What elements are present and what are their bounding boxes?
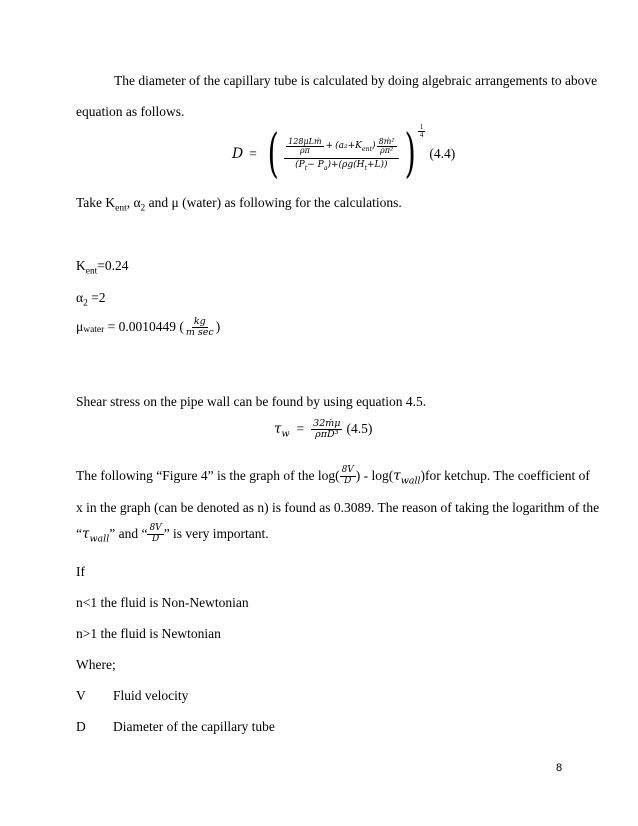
take-sub: ent bbox=[115, 203, 127, 214]
fig-l1-frac bbox=[340, 466, 356, 486]
fig-l3-frac bbox=[147, 524, 163, 544]
eq45-tau: τ bbox=[274, 421, 282, 438]
eq44-label: (4.4) bbox=[429, 146, 456, 161]
newtonian-line: n>1 the fluid is Newtonian bbox=[76, 626, 221, 641]
eq44-den-sub2: a bbox=[323, 164, 328, 172]
page-number: 8 bbox=[556, 762, 563, 774]
take-rest-b: and μ (water) as following for the calculations. bbox=[145, 195, 402, 210]
figure-line-3 bbox=[76, 521, 269, 547]
figure-line-1 bbox=[76, 463, 590, 489]
definition-meaning: Diameter of the capillary tube bbox=[113, 719, 275, 734]
take-sub2: 2 bbox=[140, 203, 146, 214]
fig-l1-frac-num: 8V bbox=[341, 465, 354, 476]
eq44-left-paren: ( bbox=[267, 124, 279, 184]
kent-prefix: K bbox=[76, 258, 86, 273]
eq44-term-a-den: ρπ bbox=[299, 146, 310, 156]
intro-line-2: equation as follows. bbox=[76, 104, 185, 119]
figure-line-2: x in the graph (can be denoted as n) is found as 0.3089. The reason of taking the logarithm of the bbox=[76, 500, 600, 515]
alpha-sub: 2 bbox=[83, 298, 88, 309]
eq44-lhs: D bbox=[232, 146, 244, 162]
fig-l3-c: ” is very important. bbox=[163, 526, 269, 541]
fig-l1-frac-den: D bbox=[344, 475, 352, 486]
fig-l1-c: )for ketchup. The coefficient of bbox=[420, 468, 590, 483]
eq44-exponent bbox=[418, 124, 426, 140]
eq45-fraction bbox=[311, 419, 342, 440]
fig-l3-tau-wrap bbox=[82, 526, 110, 545]
eq44-paren-term-sub: ent bbox=[361, 145, 373, 153]
eq44-paren-term bbox=[335, 142, 376, 151]
eq44-equals: = bbox=[249, 146, 257, 161]
fig-l1-b: ) - log( bbox=[355, 468, 394, 483]
eq44-term-b bbox=[377, 138, 397, 156]
eq44-den-sub3: t bbox=[364, 164, 367, 172]
fig-l3-tau: τ bbox=[82, 526, 90, 542]
intro-line-1: The diameter of the capillary tube is calculated by doing algebraic arrangements to above bbox=[114, 73, 598, 88]
fig-l3-frac-den: D bbox=[151, 533, 160, 544]
alpha-prefix: α bbox=[76, 290, 84, 305]
mu-line bbox=[76, 317, 220, 338]
fig-l3-frac-num: 8V bbox=[149, 523, 162, 534]
fig-l1-tau-wrap bbox=[393, 468, 421, 487]
eq45-lhs bbox=[274, 421, 290, 441]
shear-paragraph: Shear stress on the pipe wall can be found by using equation 4.5. bbox=[76, 394, 427, 409]
fig-l1-tau: τ bbox=[393, 468, 401, 484]
eq44-den-rest: )+(ρg(H bbox=[327, 159, 365, 170]
eq45-equals: = bbox=[296, 421, 305, 437]
eq45-tau-sub: w bbox=[281, 429, 290, 441]
eq44-main-numerator bbox=[284, 138, 398, 159]
if-line: If bbox=[76, 564, 85, 579]
mu-prefix: μ bbox=[76, 319, 84, 335]
take-rest-a: , α bbox=[126, 195, 141, 210]
fig-l1-a: The following “Figure 4” is the graph of the log( bbox=[76, 468, 340, 483]
eq44-plus: + bbox=[325, 141, 334, 152]
eq44-term-a-num: 128μLṁ bbox=[288, 136, 322, 146]
mu-unit-num: kg bbox=[193, 316, 206, 327]
eq44-exp-den: 4 bbox=[419, 131, 424, 140]
eq44-main-fraction bbox=[284, 138, 398, 170]
eq44-term-b-den: ρπ² bbox=[380, 146, 394, 156]
eq44-den-a: (P bbox=[295, 159, 305, 170]
definition-symbol: V bbox=[76, 688, 86, 703]
mu-sub: water bbox=[83, 324, 105, 335]
take-prefix: Take K bbox=[76, 195, 116, 210]
kent-sub: ent bbox=[85, 266, 98, 277]
mu-unit-den: m sec bbox=[185, 326, 214, 338]
definition-symbol: D bbox=[76, 719, 86, 734]
eq44-right-paren: ) bbox=[404, 124, 416, 184]
eq44-main-denominator bbox=[293, 159, 389, 170]
fig-l3-b: ” and “ bbox=[109, 526, 148, 541]
equation-4-5 bbox=[274, 419, 372, 440]
non-newtonian-line: n<1 the fluid is Non-Newtonian bbox=[76, 595, 249, 610]
alpha-value: =2 bbox=[87, 290, 106, 305]
equation-4-4 bbox=[232, 122, 455, 186]
eq44-den-mid: − P bbox=[307, 159, 324, 170]
eq44-den-end: +L)) bbox=[367, 159, 388, 170]
alpha-line bbox=[76, 290, 106, 309]
eq44-term-b-num: 8ṁ² bbox=[378, 136, 395, 146]
where-line: Where; bbox=[76, 657, 116, 672]
eq45-den: ρπD³ bbox=[315, 428, 339, 440]
eq44-den-sub1: t bbox=[304, 164, 308, 172]
kent-line bbox=[76, 258, 129, 277]
mu-unit bbox=[184, 317, 216, 338]
fig-l1-tau-sub: wall bbox=[400, 475, 421, 487]
eq44-term-a bbox=[286, 138, 323, 156]
eq45-num: 32ṁμ bbox=[313, 418, 341, 429]
eq44-paren-term-text: (a₂+K bbox=[335, 141, 362, 152]
eq45-label: (4.5) bbox=[346, 421, 373, 437]
mu-value: = 0.0010449 ( bbox=[104, 319, 184, 335]
kent-value: =0.24 bbox=[97, 258, 129, 273]
fig-l3-tau-sub: wall bbox=[89, 533, 110, 545]
fig-l3-a: “ bbox=[76, 526, 82, 541]
mu-close: ) bbox=[215, 319, 221, 335]
definition-meaning: Fluid velocity bbox=[113, 688, 189, 703]
take-line bbox=[76, 195, 402, 214]
eq44-paren-term-close: ) bbox=[372, 141, 376, 152]
eq44-exp-num: 1 bbox=[419, 123, 424, 131]
